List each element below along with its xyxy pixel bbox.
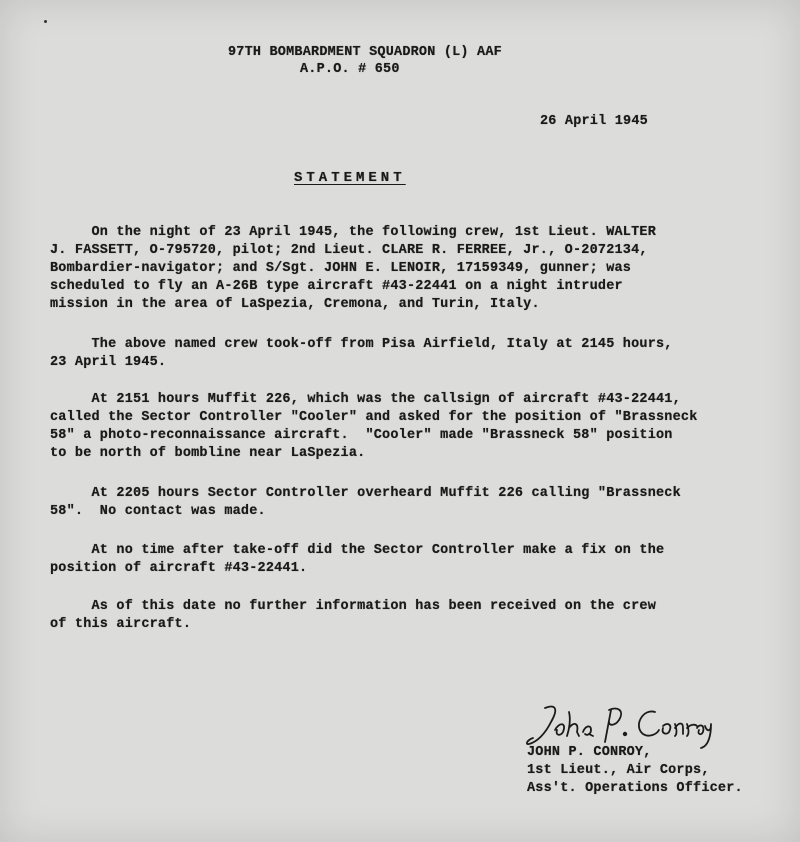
body-line: position of aircraft #43-22441. bbox=[50, 561, 308, 576]
signer-title: Ass't. Operations Officer. bbox=[527, 781, 743, 796]
body-line: On the night of 23 April 1945, the following crew, 1st Lieut. WALTER bbox=[50, 225, 656, 240]
body-line: Bombardier-navigator; and S/Sgt. JOHN E. LENOIR, 17159349, gunner; was bbox=[50, 261, 632, 276]
body-line: 58" a photo-reconnaissance aircraft. "Cooler" made "Brassneck 58" position bbox=[50, 428, 673, 443]
handwritten-signature bbox=[525, 700, 715, 750]
body-line: As of this date no further information has been received on the crew bbox=[50, 599, 656, 614]
document-date: 26 April 1945 bbox=[540, 114, 648, 129]
body-line: of this aircraft. bbox=[50, 617, 192, 632]
body-line: scheduled to fly an A-26B type aircraft #43-22441 on a night intruder bbox=[50, 279, 623, 294]
body-line: The above named crew took-off from Pisa Airfield, Italy at 2145 hours, bbox=[50, 337, 673, 352]
body-line: J. FASSETT, O-795720, pilot; 2nd Lieut. CLARE R. FERREE, Jr., O-2072134, bbox=[50, 243, 648, 258]
body-line: 23 April 1945. bbox=[50, 355, 167, 370]
paper-speck bbox=[44, 20, 47, 23]
apo-header: A.P.O. # 650 bbox=[300, 62, 400, 77]
body-line: At 2205 hours Sector Controller overheard Muffit 226 calling "Brassneck bbox=[50, 486, 681, 501]
body-line: 58". No contact was made. bbox=[50, 504, 266, 519]
document-title: STATEMENT bbox=[294, 170, 406, 186]
signer-name: JOHN P. CONROY, bbox=[527, 745, 652, 760]
body-line: to be north of bombline near LaSpezia. bbox=[50, 446, 366, 461]
signer-rank: 1st Lieut., Air Corps, bbox=[527, 763, 710, 778]
body-line: At 2151 hours Muffit 226, which was the callsign of aircraft #43-22441, bbox=[50, 392, 681, 407]
unit-header: 97TH BOMBARDMENT SQUADRON (L) AAF bbox=[228, 45, 502, 60]
body-line: called the Sector Controller "Cooler" and asked for the position of "Brassneck bbox=[50, 410, 698, 425]
body-line: At no time after take-off did the Sector Controller make a fix on the bbox=[50, 543, 665, 558]
body-line: mission in the area of LaSpezia, Cremona, and Turin, Italy. bbox=[50, 297, 540, 312]
